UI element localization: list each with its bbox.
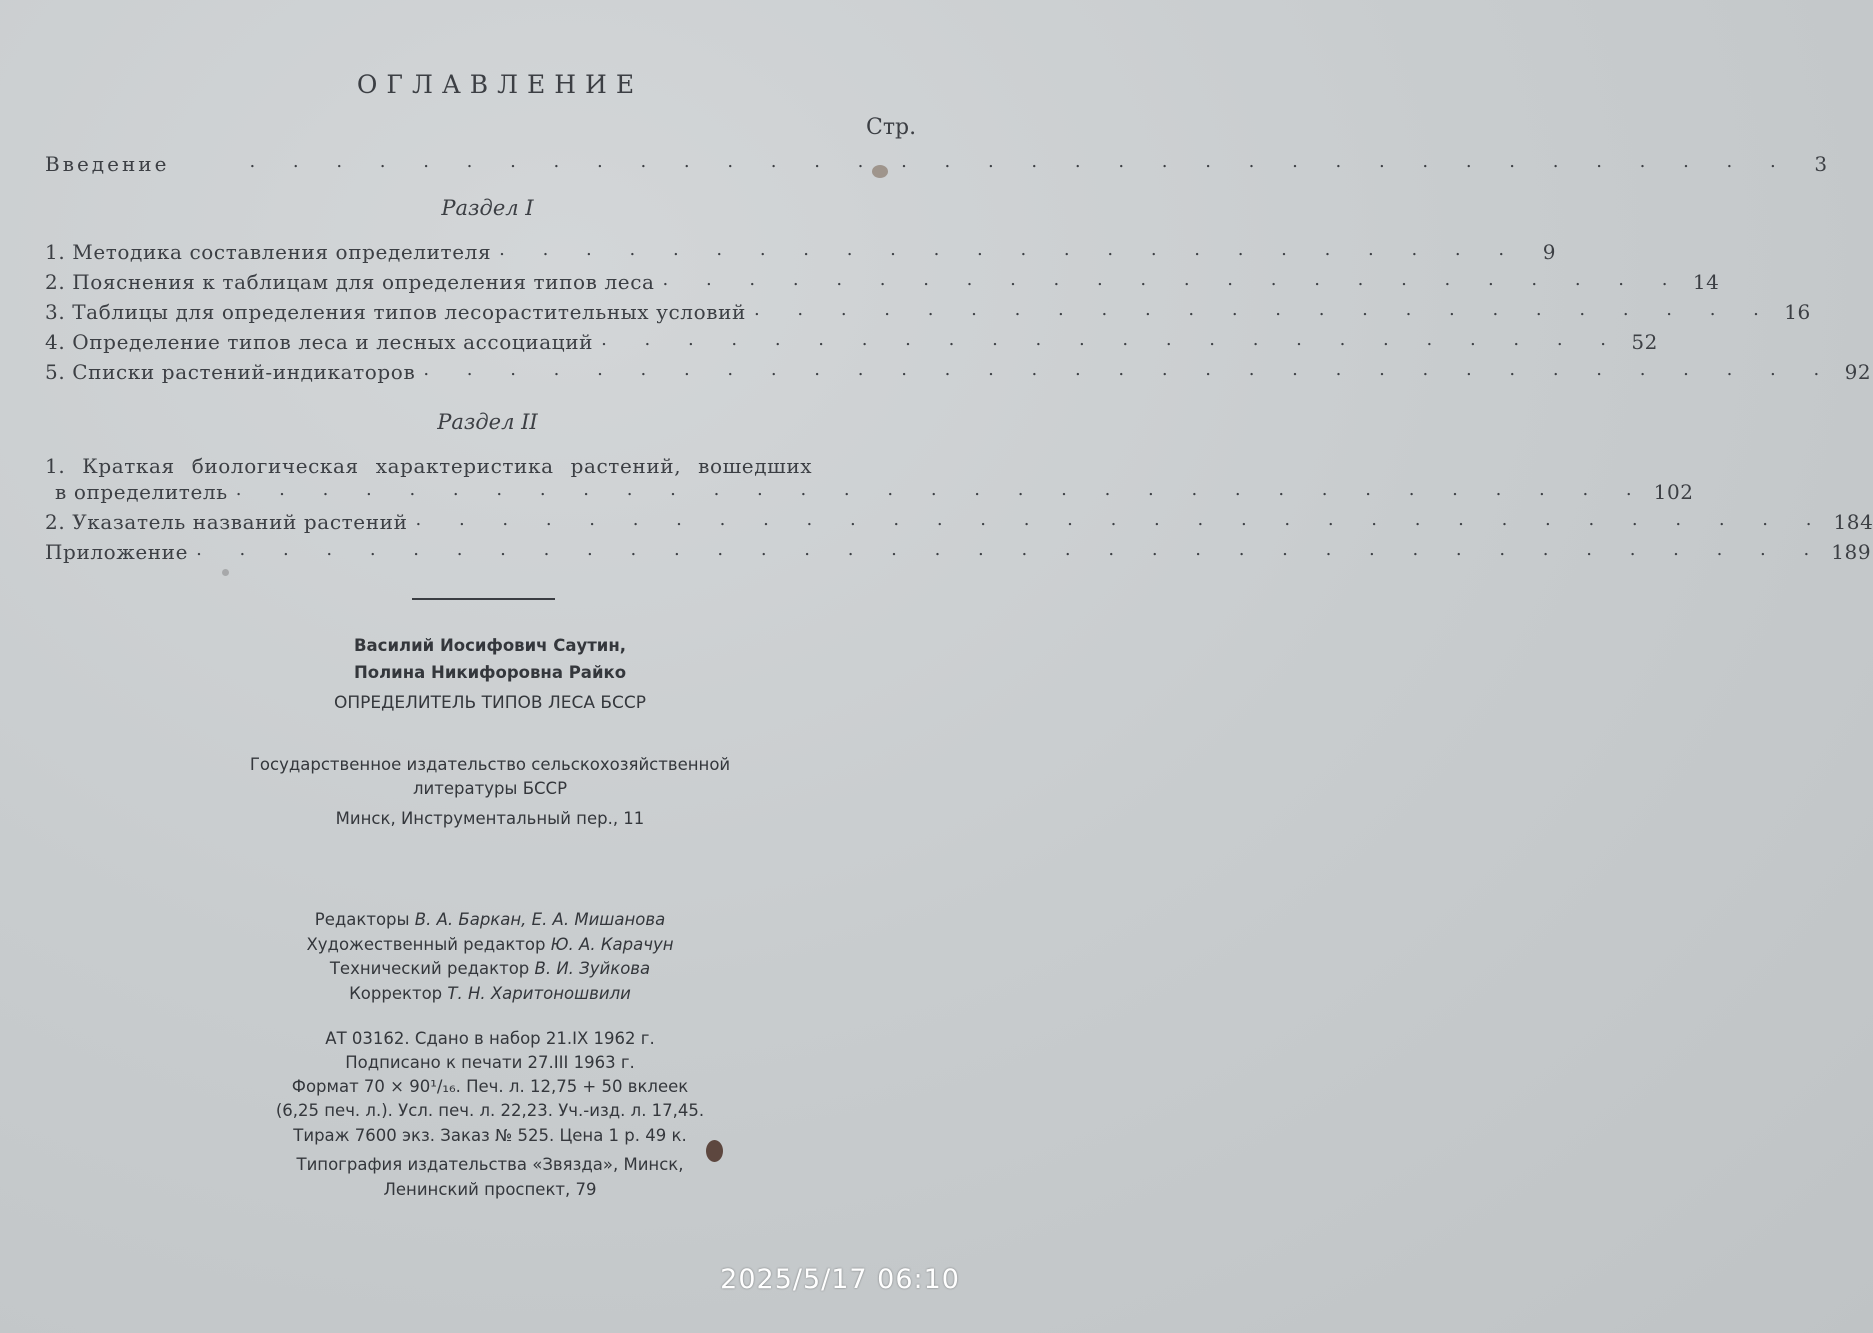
credit-role: Технический редактор (329, 959, 530, 978)
toc-label: 4. Определение типов леса и лесных ассоциаций (45, 330, 594, 354)
toc-leader-dots: . . . . . . . . . . . . . . . . . . . . . . . . (499, 239, 1521, 260)
toc-page-number: 16 (1784, 300, 1811, 324)
toc-label: Приложение (45, 540, 189, 564)
toc-row (45, 504, 1873, 534)
toc-label: 1. Методика составления определителя (45, 240, 492, 264)
toc-page-number: 52 (1631, 330, 1658, 354)
print-details-line: Тираж 7600 экз. Заказ № 525. Цена 1 р. 49 к. (293, 1126, 687, 1145)
printer-line-2: Ленинский проспект, 79 (383, 1180, 597, 1199)
book-title: ОПРЕДЕЛИТЕЛЬ ТИПОВ ЛЕСА БССР (333, 693, 647, 713)
publisher-line-1: Государственное издательство сельскохозяйственной (249, 755, 731, 774)
credit-name: В. А. Баркан, Е. А. Мишанова (414, 910, 666, 929)
credit-role: Художественный редактор (306, 935, 546, 954)
toc-label: 1. Краткая биологическая характеристика растений, вошедших (45, 454, 813, 478)
author-line-2: Полина Никифоровна Райко (353, 663, 627, 682)
credit-role: Редакторы (314, 910, 410, 929)
page-title: ОГЛАВЛЕНИЕ (356, 70, 644, 99)
toc-leader-dots: . . . . . . . . . . . . . . . . . . . . . . . . . . . . . . . . . . . . (249, 151, 1792, 172)
section-heading-1: Раздел I (441, 196, 534, 220)
credit-name: Ю. А. Карачун (550, 935, 674, 954)
toc-label: Введение (45, 152, 170, 176)
toc-page-number: 3 (1814, 152, 1828, 176)
toc-page-number: 102 (1653, 480, 1694, 504)
print-details-line: (6,25 печ. л.). Усл. печ. л. 22,23. Уч.-изд. л. 17,45. (275, 1101, 705, 1120)
publisher-line-2: литературы БССР (412, 779, 568, 798)
toc-leader-dots: . . . . . . . . . . . . . . . . . . . . . . . . (662, 269, 1684, 290)
toc-page-number: 9 (1542, 240, 1557, 264)
corrector-line (0, 984, 980, 1003)
toc-row (45, 354, 1872, 384)
toc-leader-dots: . . . . . . . . . . . . . . . . . . . . . . . . (753, 299, 1775, 320)
credit-name: Т. Н. Харитоношвили (447, 984, 631, 1003)
divider-rule (412, 598, 555, 600)
credit-name: В. И. Зуйкова (534, 959, 651, 978)
toc-label: 5. Списки растений-индикаторов (45, 360, 416, 384)
print-details-line: Формат 70 × 90¹/₁₆. Печ. л. 12,75 + 50 вклеек (291, 1077, 689, 1096)
toc-page-number: 189 (1831, 540, 1872, 564)
toc-page-number: 14 (1692, 270, 1720, 294)
toc-leader-dots: . . . . . . . . . . . . . . . . . . . . . . . . . . . . . . . . . (423, 359, 1836, 380)
toc-page-number: 92 (1844, 360, 1872, 384)
toc-row (45, 234, 1557, 264)
toc-label: 2. Пояснения к таблицам для определения типов леса (45, 270, 655, 294)
toc-row-appendix (45, 534, 1872, 564)
toc-label-continued: в определитель (55, 480, 228, 504)
toc-label: 3. Таблицы для определения типов лесорастительных условий (45, 300, 746, 324)
toc-row (45, 324, 1658, 354)
toc-row (45, 264, 1720, 294)
photo-timestamp: 2025/5/17 06:10 (720, 1264, 960, 1295)
stain-spot (222, 569, 229, 576)
toc-leader-dots: . . . . . . . . . . . . . . . . . . . . . . . . (601, 329, 1622, 350)
section-heading-2: Раздел II (437, 410, 538, 434)
art-editor-line (0, 935, 980, 954)
toc-leader-dots: . . . . . . . . . . . . . . . . . . . . . . . . . . . . . . . . . (415, 509, 1828, 530)
print-details-line: Подписано к печати 27.III 1963 г. (345, 1053, 635, 1072)
author-line-1: Василий Иосифович Саутин, (353, 636, 627, 655)
printer-line-1: Типография издательства «Звязда», Минск, (296, 1155, 684, 1174)
tech-editor-line (0, 959, 980, 978)
toc-leader-dots: . . . . . . . . . . . . . . . . . . . . . . . . . . . . . . . . . . . . . . (196, 539, 1826, 560)
toc-row (45, 294, 1811, 324)
publisher-address: Минск, Инструментальный пер., 11 (335, 809, 645, 828)
toc-row-intro (45, 146, 1828, 176)
credit-role: Корректор (349, 984, 443, 1003)
toc-leader-dots: . . . . . . . . . . . . . . . . . . . . . . . . . . . . . . . . . (235, 479, 1648, 500)
editors-line (0, 910, 980, 929)
page-column-header: Стр. (866, 115, 917, 140)
toc-label: 2. Указатель названий растений (45, 510, 408, 534)
print-details-line: АТ 03162. Сдано в набор 21.IX 1962 г. (325, 1029, 655, 1048)
toc-row (55, 474, 1694, 504)
toc-page-number: 184 (1833, 510, 1873, 534)
